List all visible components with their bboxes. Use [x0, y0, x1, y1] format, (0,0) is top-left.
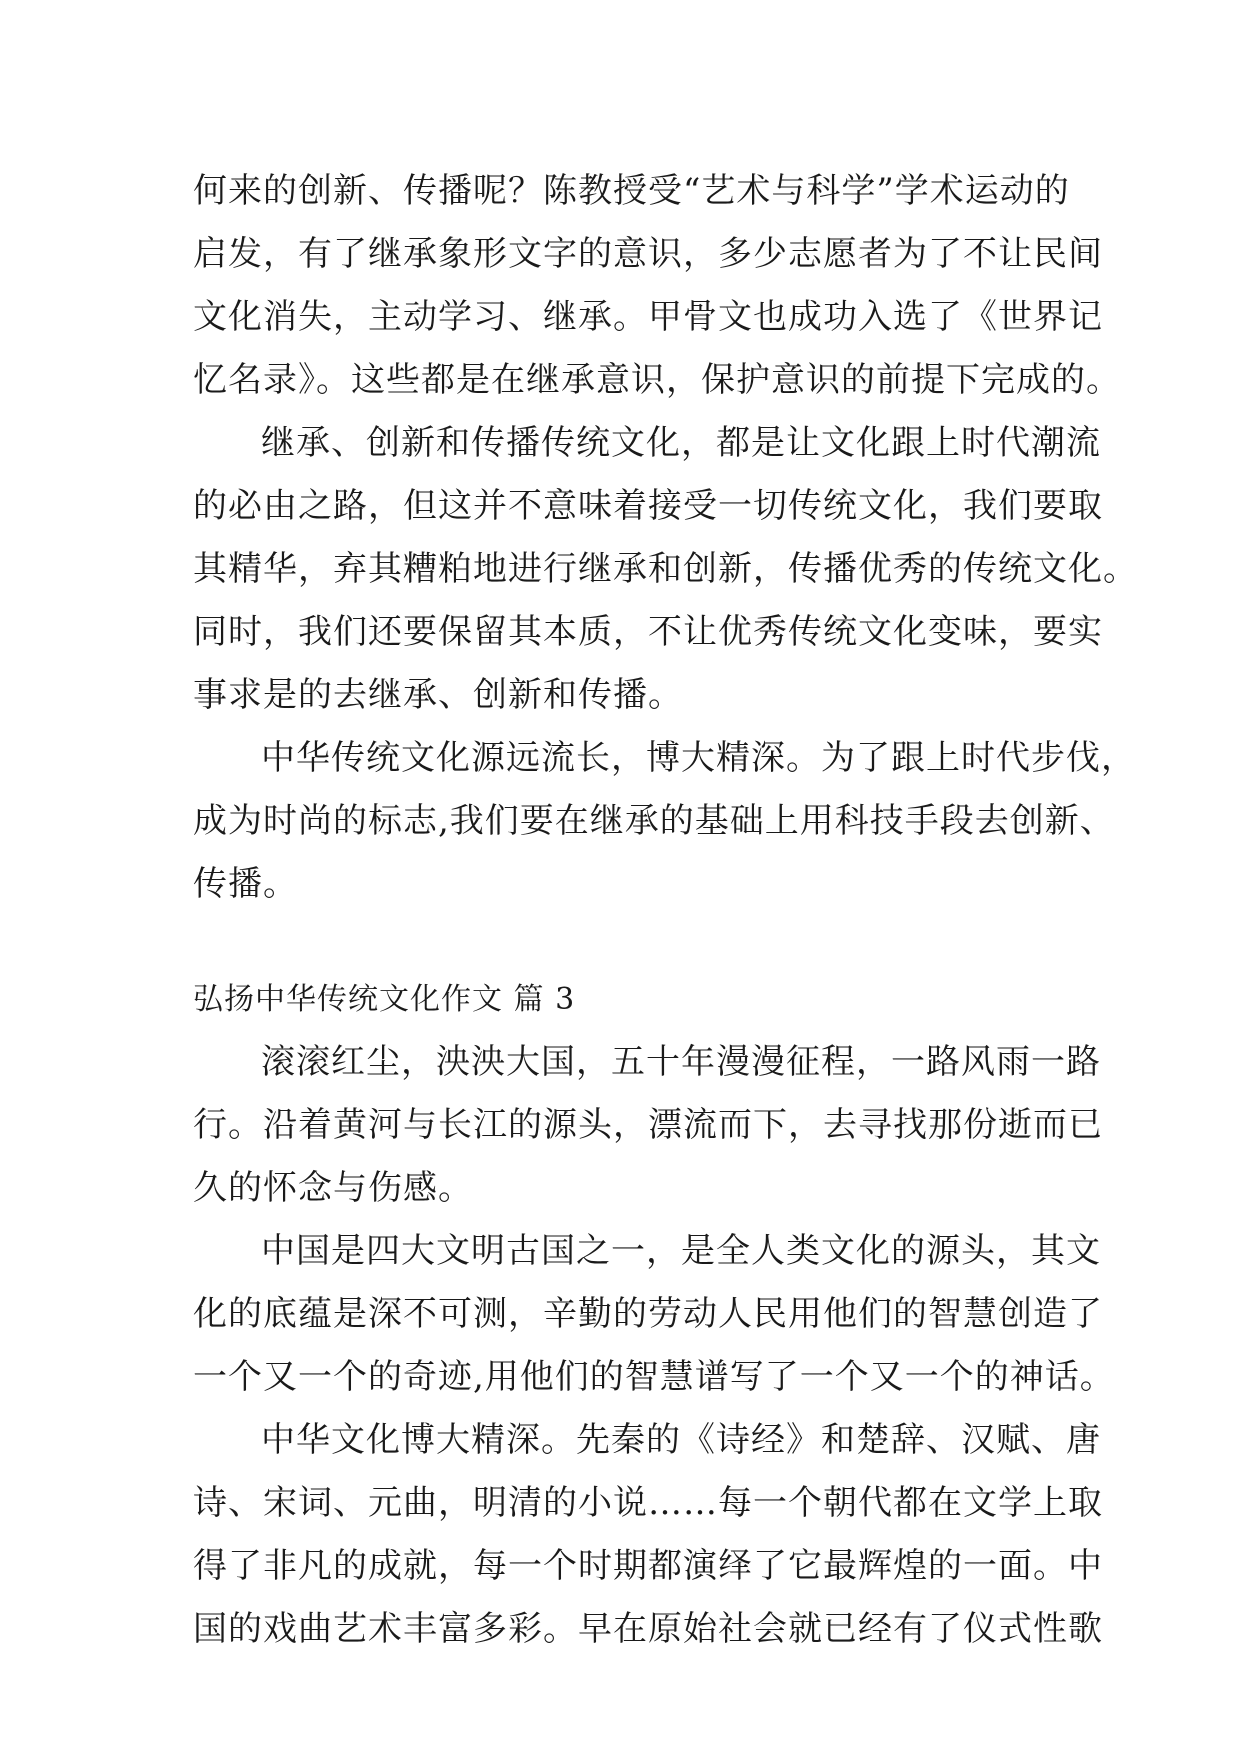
text-line: 的必由之路，但这并不意味着接受一切传统文化，我们要取 [193, 486, 1103, 526]
section-heading: 弘扬中华传统文化作文 篇 3 [193, 982, 576, 1017]
paragraph [193, 1409, 1103, 1661]
paragraph [193, 160, 1121, 412]
text-line: 何来的创新、传播呢？陈教授受“艺术与科学”学术运动的 [193, 171, 1070, 211]
paragraph [193, 412, 1138, 727]
text-line: 诗、宋词、元曲，明清的小说……每一个朝代都在文学上取 [193, 1483, 1103, 1523]
text-line: 中华文化博大精深。先秦的《诗经》和楚辞、汉赋、唐 [261, 1420, 1101, 1460]
section-gap [193, 916, 1053, 968]
text-line: 继承、创新和传播传统文化，都是让文化跟上时代潮流 [261, 423, 1101, 463]
paragraph [193, 1031, 1103, 1220]
text-line: 行。沿着黄河与长江的源头，漂流而下，去寻找那份逝而已 [193, 1105, 1103, 1145]
text-line: 中华传统文化源远流长，博大精深。为了跟上时代步伐， [261, 738, 1136, 778]
text-line: 国的戏曲艺术丰富多彩。早在原始社会就已经有了仪式性歌 [193, 1609, 1103, 1649]
text-line: 事求是的去继承、创新和传播。 [193, 675, 683, 715]
text-line: 得了非凡的成就，每一个时期都演绎了它最辉煌的一面。中 [193, 1546, 1103, 1586]
text-line: 传播。 [193, 864, 298, 904]
paragraph [193, 727, 1136, 916]
text-column [193, 160, 1138, 1661]
text-line: 中国是四大文明古国之一，是全人类文化的源头，其文 [261, 1231, 1101, 1271]
text-line: 忆名录》。这些都是在继承意识，保护意识的前提下完成的。 [193, 360, 1121, 400]
text-line: 其精华，弃其糟粕地进行继承和创新，传播优秀的传统文化。 [193, 549, 1138, 589]
text-line: 同时，我们还要保留其本质，不让优秀传统文化变味，要实 [193, 612, 1103, 652]
text-line: 化的底蕴是深不可测，辛勤的劳动人民用他们的智慧创造了 [193, 1294, 1103, 1334]
text-line: 成为时尚的标志,我们要在继承的基础上用科技手段去创新、 [193, 801, 1115, 841]
text-line: 文化消失，主动学习、继承。甲骨文也成功入选了《世界记 [193, 297, 1103, 337]
text-line: 滚滚红尘，泱泱大国，五十年漫漫征程，一路风雨一路 [261, 1042, 1101, 1082]
paragraph [193, 1220, 1115, 1409]
text-line: 一个又一个的奇迹,用他们的智慧谱写了一个又一个的神话。 [193, 1357, 1115, 1397]
text-line: 久的怀念与伤感。 [193, 1168, 473, 1208]
text-line: 启发，有了继承象形文字的意识，多少志愿者为了不让民间 [193, 234, 1103, 274]
